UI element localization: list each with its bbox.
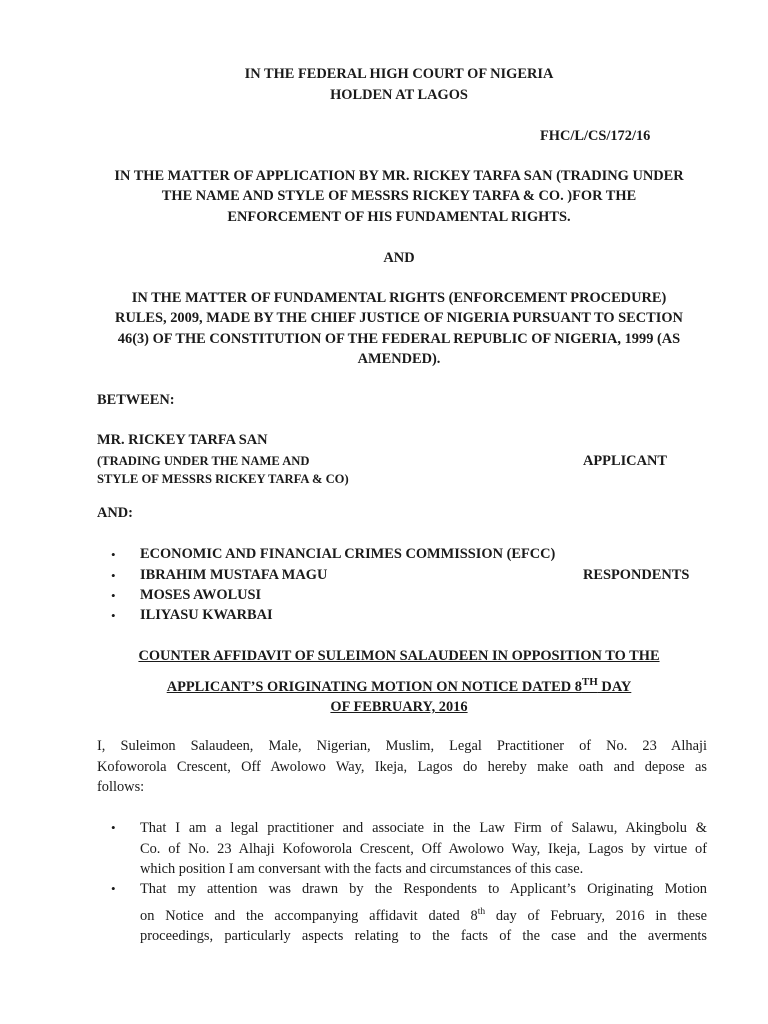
- p1-line-2: Co. of No. 23 Alhaji Kofoworola Crescent, Off Awolowo Way, Ikeja, Lagos by virtue of: [140, 840, 707, 857]
- intro-line-2: Kofoworola Crescent, Off Awolowo Way, Ikeja, Lagos do hereby make oath and depose as: [97, 758, 707, 775]
- matter-rules-line-1: IN THE MATTER OF FUNDAMENTAL RIGHTS (ENFORCEMENT PROCEDURE): [131, 290, 667, 306]
- p2-line-2: on Notice and the accompanying affidavit dated 8th day of February, 2016 in these: [140, 906, 707, 924]
- p2-line-3: proceedings, particularly aspects relating to the facts of the case and the averments: [140, 928, 707, 944]
- matter-application-line-2: THE NAME AND STYLE OF MESSRS RICKEY TARFA & CO. )FOR THE: [161, 188, 637, 204]
- p2-line-1: That my attention was drawn by the Respondents to Applicant’s Originating Motion: [140, 881, 707, 897]
- matter-rules-line-4: AMENDED).: [357, 351, 441, 367]
- and-label: AND:: [97, 505, 133, 521]
- affidavit-heading-line-3: OF FEBRUARY, 2016: [330, 699, 468, 715]
- between-label: BETWEEN:: [97, 392, 175, 408]
- affidavit-heading-line-1: COUNTER AFFIDAVIT OF SULEIMON SALAUDEEN IN OPPOSITION TO THE: [138, 648, 660, 664]
- p1-line-3: which position I am conversant with the facts and circumstances of this case.: [140, 861, 584, 877]
- list-bullet: •: [111, 881, 116, 896]
- respondent-item: ECONOMIC AND FINANCIAL CRIMES COMMISSION (EFCC): [140, 546, 556, 562]
- deponent-intro: [97, 736, 707, 798]
- deposition-paragraph-1: [140, 818, 707, 880]
- respondent-item: MOSES AWOLUSI: [140, 587, 262, 603]
- deposition-paragraph-2: [140, 879, 707, 947]
- applicant-trading-line-1: (TRADING UNDER THE NAME AND: [97, 454, 310, 468]
- matter-rules-line-3: 46(3) OF THE CONSTITUTION OF THE FEDERAL REPUBLIC OF NIGERIA, 1999 (AS: [117, 331, 681, 347]
- applicant-name: MR. RICKEY TARFA SAN: [97, 432, 268, 448]
- list-bullet: •: [111, 588, 116, 603]
- p1-line-1: That I am a legal practitioner and associate in the Law Firm of Salawu, Akingbolu &: [140, 820, 707, 836]
- and-separator: AND: [383, 250, 415, 266]
- intro-line-1: I, Suleimon Salaudeen, Male, Nigerian, Muslim, Legal Practitioner of No. 23 Alhaji: [97, 738, 707, 754]
- list-bullet: •: [111, 608, 116, 623]
- matter-application-line-1: IN THE MATTER OF APPLICATION BY MR. RICKEY TARFA SAN (TRADING UNDER: [114, 168, 684, 184]
- suit-number: FHC/L/CS/172/16: [540, 128, 651, 144]
- applicant-role: APPLICANT: [583, 453, 667, 469]
- matter-application-line-3: ENFORCEMENT OF HIS FUNDAMENTAL RIGHTS.: [227, 209, 571, 225]
- list-bullet: •: [111, 547, 116, 562]
- matter-rules-line-2: RULES, 2009, MADE BY THE CHIEF JUSTICE OF NIGERIA PURSUANT TO SECTION: [115, 310, 683, 326]
- respondents-role: RESPONDENTS: [583, 567, 690, 583]
- list-bullet: •: [111, 820, 116, 835]
- court-title: IN THE FEDERAL HIGH COURT OF NIGERIA: [244, 66, 554, 82]
- affidavit-heading-line-2: APPLICANT’S ORIGINATING MOTION ON NOTICE DATED 8TH DAY: [166, 676, 632, 695]
- court-location: HOLDEN AT LAGOS: [330, 87, 468, 103]
- intro-line-3: follows:: [97, 779, 145, 795]
- applicant-trading-line-2: STYLE OF MESSRS RICKEY TARFA & CO): [97, 472, 349, 486]
- list-bullet: •: [111, 568, 116, 583]
- respondent-item: ILIYASU KWARBAI: [140, 607, 273, 623]
- respondent-item: IBRAHIM MUSTAFA MAGU: [140, 567, 328, 583]
